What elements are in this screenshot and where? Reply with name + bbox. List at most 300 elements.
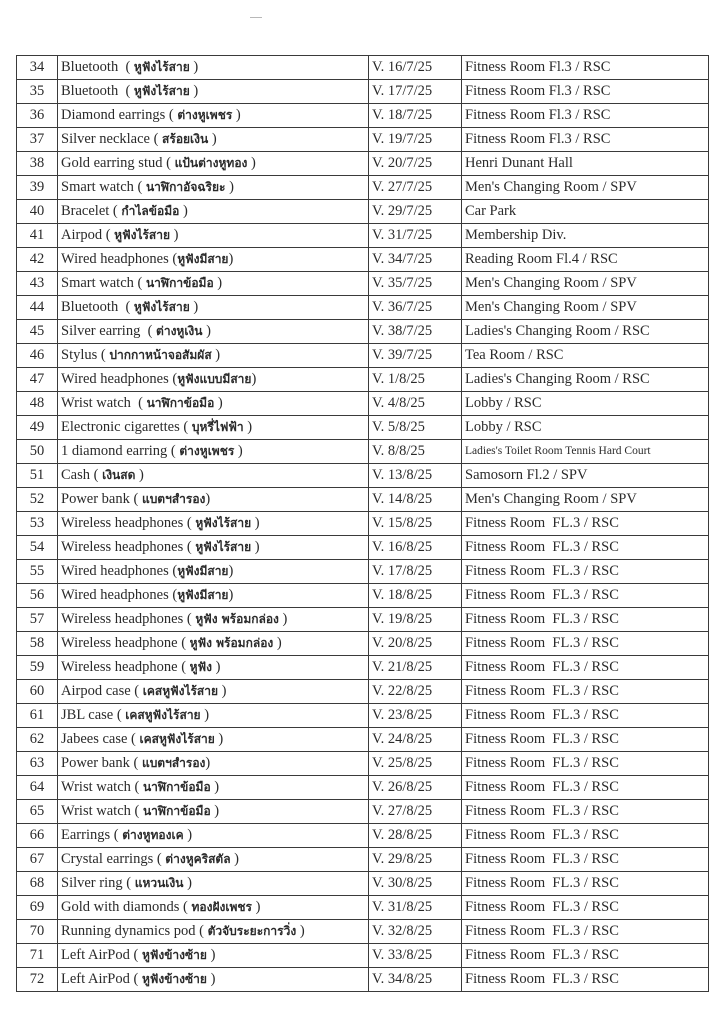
item-code: V. 17/8/25 <box>369 560 462 584</box>
item-name-close-paren: ) <box>183 875 192 891</box>
item-name-close-paren: ) <box>234 443 243 459</box>
item-name-thai: หูฟังข้างซ้าย <box>141 948 207 962</box>
row-number: 49 <box>17 416 58 440</box>
found-location: Men's Changing Room / SPV <box>462 176 709 200</box>
item-name-thai: หูฟังไร้สาย <box>133 60 190 74</box>
item-name-close-paren: ) <box>213 275 223 291</box>
table-row <box>17 824 709 848</box>
row-number: 51 <box>17 464 58 488</box>
item-name-close-paren: ) <box>211 347 221 363</box>
item-description <box>58 56 369 80</box>
found-location: Fitness Room FL.3 / RSC <box>462 560 709 584</box>
item-description <box>58 224 369 248</box>
item-description <box>58 944 369 968</box>
item-name-english: Earrings ( <box>61 827 123 843</box>
item-description <box>58 704 369 728</box>
found-location: Men's Changing Room / SPV <box>462 296 709 320</box>
item-name-english: Silver earring ( <box>61 323 157 339</box>
item-code: V. 14/8/25 <box>369 488 462 512</box>
found-location: Fitness Room FL.3 / RSC <box>462 512 709 536</box>
item-name-thai: ต่างหูเงิน <box>156 324 203 338</box>
item-description <box>58 824 369 848</box>
item-name-english: Bluetooth ( <box>61 59 134 75</box>
row-number: 34 <box>17 56 58 80</box>
row-number: 71 <box>17 944 58 968</box>
item-name-english: Wireless headphones ( <box>61 611 196 627</box>
item-code: V. 38/7/25 <box>369 320 462 344</box>
item-description <box>58 656 369 680</box>
item-name-close-paren: ) <box>278 611 288 627</box>
item-description <box>58 848 369 872</box>
item-code: V. 19/7/25 <box>369 128 462 152</box>
item-name-thai: หูฟังข้างซ้าย <box>141 972 207 986</box>
item-description <box>58 200 369 224</box>
item-name-english: Running dynamics pod ( <box>61 923 208 939</box>
found-location: Fitness Room FL.3 / RSC <box>462 776 709 800</box>
item-name-thai: หูฟัง <box>189 660 212 674</box>
item-description <box>58 392 369 416</box>
item-name-close-paren: ) <box>251 371 257 387</box>
item-code: V. 4/8/25 <box>369 392 462 416</box>
item-name-thai: ต่างหูทองเค <box>122 828 184 842</box>
item-name-close-paren: ) <box>189 83 199 99</box>
item-name-thai: หูฟังมีสาย <box>177 588 229 602</box>
item-description <box>58 368 369 392</box>
item-description <box>58 512 369 536</box>
table-row <box>17 176 709 200</box>
row-number: 52 <box>17 488 58 512</box>
item-name-english: Bluetooth ( <box>61 83 134 99</box>
item-code: V. 28/8/25 <box>369 824 462 848</box>
item-name-english: Silver necklace ( <box>61 131 163 147</box>
item-name-close-paren: ) <box>200 707 210 723</box>
row-number: 47 <box>17 368 58 392</box>
table-row <box>17 392 709 416</box>
item-description <box>58 176 369 200</box>
item-code: V. 18/7/25 <box>369 104 462 128</box>
item-name-thai: เคสหูฟังไร้สาย <box>142 684 219 698</box>
item-description <box>58 536 369 560</box>
item-name-close-paren: ) <box>214 731 224 747</box>
found-location: Ladies's Changing Room / RSC <box>462 368 709 392</box>
item-code: V. 13/8/25 <box>369 464 462 488</box>
scan-artifact <box>250 17 262 18</box>
table-row <box>17 872 709 896</box>
row-number: 41 <box>17 224 58 248</box>
found-location: Fitness Room FL.3 / RSC <box>462 752 709 776</box>
item-code: V. 15/8/25 <box>369 512 462 536</box>
item-name-thai: แหวนเงิน <box>134 876 184 890</box>
item-description <box>58 776 369 800</box>
item-code: V. 31/7/25 <box>369 224 462 248</box>
item-description <box>58 752 369 776</box>
table-row <box>17 896 709 920</box>
table-row <box>17 344 709 368</box>
row-number: 35 <box>17 80 58 104</box>
found-location: Fitness Room Fl.3 / RSC <box>462 104 709 128</box>
item-name-thai: ต่างหูคริสตัล <box>165 852 231 866</box>
item-name-english: Power bank ( <box>61 491 142 507</box>
item-name-thai: แป้นต่างหูทอง <box>174 156 248 170</box>
item-name-close-paren: ) <box>228 563 234 579</box>
table-row <box>17 680 709 704</box>
table-row <box>17 248 709 272</box>
row-number: 48 <box>17 392 58 416</box>
item-name-thai: หูฟัง พร้อมกล่อง <box>195 612 279 626</box>
item-description <box>58 104 369 128</box>
item-name-close-paren: ) <box>206 947 216 963</box>
table-row <box>17 536 709 560</box>
item-name-thai: หูฟังไร้สาย <box>133 84 190 98</box>
item-name-english: Wireless headphones ( <box>61 539 196 555</box>
item-description <box>58 464 369 488</box>
row-number: 44 <box>17 296 58 320</box>
item-code: V. 39/7/25 <box>369 344 462 368</box>
row-number: 70 <box>17 920 58 944</box>
item-name-thai: ปากกาหน้าจอสัมผัส <box>109 348 212 362</box>
item-code: V. 16/7/25 <box>369 56 462 80</box>
item-name-thai: นาฬิกาข้อมือ <box>142 804 211 818</box>
item-name-thai: แบตฯสำรอง <box>141 492 206 506</box>
item-description <box>58 152 369 176</box>
found-location: Membership Div. <box>462 224 709 248</box>
item-code: V. 26/8/25 <box>369 776 462 800</box>
item-name-thai: เงินสด <box>102 468 136 482</box>
item-code: V. 27/7/25 <box>369 176 462 200</box>
item-name-close-paren: ) <box>205 755 211 771</box>
item-name-close-paren: ) <box>232 107 241 123</box>
item-name-english: Bracelet ( <box>61 203 122 219</box>
item-name-close-paren: ) <box>228 587 234 603</box>
table-row <box>17 632 709 656</box>
found-location: Fitness Room FL.3 / RSC <box>462 656 709 680</box>
table-row <box>17 152 709 176</box>
item-name-close-paren: ) <box>218 683 227 699</box>
item-name-close-paren: ) <box>230 851 240 867</box>
item-name-thai: แบตฯสำรอง <box>141 756 206 770</box>
row-number: 54 <box>17 536 58 560</box>
table-row <box>17 584 709 608</box>
found-location: Fitness Room FL.3 / RSC <box>462 944 709 968</box>
item-code: V. 31/8/25 <box>369 896 462 920</box>
table-row <box>17 728 709 752</box>
table-row <box>17 296 709 320</box>
item-name-close-paren: ) <box>273 635 282 651</box>
item-name-english: Electronic cigarettes ( <box>61 419 192 435</box>
item-name-english: Wrist watch ( <box>61 395 147 411</box>
item-name-thai: สร้อยเงิน <box>162 132 209 146</box>
item-name-english: Wired headphones ( <box>61 563 178 579</box>
item-code: V. 1/8/25 <box>369 368 462 392</box>
item-name-thai: กำไลข้อมือ <box>121 204 180 218</box>
item-description <box>58 416 369 440</box>
found-location: Ladies's Changing Room / RSC <box>462 320 709 344</box>
item-code: V. 22/8/25 <box>369 680 462 704</box>
row-number: 45 <box>17 320 58 344</box>
item-name-close-paren: ) <box>183 827 193 843</box>
table-row <box>17 968 709 992</box>
found-location: Fitness Room FL.3 / RSC <box>462 680 709 704</box>
item-description <box>58 560 369 584</box>
found-location: Car Park <box>462 200 709 224</box>
item-name-close-paren: ) <box>251 515 260 531</box>
item-name-english: Bluetooth ( <box>61 299 134 315</box>
found-location: Fitness Room Fl.3 / RSC <box>462 128 709 152</box>
found-location: Fitness Room FL.3 / RSC <box>462 632 709 656</box>
item-name-english: Stylus ( <box>61 347 110 363</box>
row-number: 60 <box>17 680 58 704</box>
table-row <box>17 488 709 512</box>
item-code: V. 23/8/25 <box>369 704 462 728</box>
item-code: V. 25/8/25 <box>369 752 462 776</box>
row-number: 65 <box>17 800 58 824</box>
item-description <box>58 872 369 896</box>
found-location: Fitness Room Fl.3 / RSC <box>462 80 709 104</box>
item-name-close-paren: ) <box>208 131 217 147</box>
table-body <box>17 56 709 992</box>
item-name-thai: หูฟังมีสาย <box>177 252 229 266</box>
found-location: Samosorn Fl.2 / SPV <box>462 464 709 488</box>
item-name-thai: หูฟังแบบมีสาย <box>177 372 252 386</box>
found-location: Fitness Room FL.3 / RSC <box>462 608 709 632</box>
row-number: 67 <box>17 848 58 872</box>
table-row <box>17 272 709 296</box>
item-name-close-paren: ) <box>296 923 305 939</box>
table-row <box>17 80 709 104</box>
item-name-english: Airpod case ( <box>61 683 143 699</box>
table-row <box>17 320 709 344</box>
item-name-thai: หูฟัง พร้อมกล่อง <box>189 636 274 650</box>
table-row <box>17 656 709 680</box>
table-row <box>17 920 709 944</box>
item-name-thai: หูฟังมีสาย <box>177 564 229 578</box>
item-description <box>58 896 369 920</box>
item-name-close-paren: ) <box>247 155 256 171</box>
item-name-thai: นาฬิกาข้อมือ <box>146 396 215 410</box>
item-name-thai: ตัวจับระยะการวิ่ง <box>207 924 297 938</box>
item-name-thai: ทองฝังเพชร <box>191 900 252 914</box>
item-code: V. 35/7/25 <box>369 272 462 296</box>
item-name-close-paren: ) <box>251 539 260 555</box>
item-name-close-paren: ) <box>210 779 220 795</box>
item-name-english: Jabees case ( <box>61 731 140 747</box>
item-name-english: Gold earring stud ( <box>61 155 175 171</box>
item-name-english: Left AirPod ( <box>61 971 142 987</box>
table-row <box>17 224 709 248</box>
item-code: V. 32/8/25 <box>369 920 462 944</box>
item-name-english: Left AirPod ( <box>61 947 142 963</box>
item-name-close-paren: ) <box>214 395 223 411</box>
table-row <box>17 848 709 872</box>
found-location: Fitness Room FL.3 / RSC <box>462 824 709 848</box>
item-name-english: Wrist watch ( <box>61 779 143 795</box>
item-name-thai: หูฟังไร้สาย <box>195 540 252 554</box>
table-row <box>17 800 709 824</box>
table-row <box>17 128 709 152</box>
table-row <box>17 608 709 632</box>
found-location: Men's Changing Room / SPV <box>462 488 709 512</box>
item-description <box>58 128 369 152</box>
item-name-english: Wireless headphone ( <box>61 635 190 651</box>
item-description <box>58 272 369 296</box>
item-name-thai: นาฬิกาข้อมือ <box>145 276 214 290</box>
row-number: 69 <box>17 896 58 920</box>
item-name-english: Airpod ( <box>61 227 115 243</box>
item-name-close-paren: ) <box>179 203 188 219</box>
item-name-english: Wired headphones ( <box>61 371 178 387</box>
item-name-english: Smart watch ( <box>61 179 146 195</box>
found-location: Fitness Room FL.3 / RSC <box>462 872 709 896</box>
row-number: 63 <box>17 752 58 776</box>
row-number: 57 <box>17 608 58 632</box>
item-name-close-paren: ) <box>228 251 234 267</box>
found-location: Lobby / RSC <box>462 416 709 440</box>
found-location: Fitness Room FL.3 / RSC <box>462 800 709 824</box>
item-code: V. 34/8/25 <box>369 968 462 992</box>
item-code: V. 36/7/25 <box>369 296 462 320</box>
item-code: V. 8/8/25 <box>369 440 462 464</box>
row-number: 61 <box>17 704 58 728</box>
found-location: Fitness Room FL.3 / RSC <box>462 920 709 944</box>
item-description <box>58 80 369 104</box>
table-row <box>17 416 709 440</box>
item-name-english: Diamond earrings ( <box>61 107 178 123</box>
item-description <box>58 920 369 944</box>
row-number: 36 <box>17 104 58 128</box>
item-name-english: Silver ring ( <box>61 875 135 891</box>
item-code: V. 20/8/25 <box>369 632 462 656</box>
item-name-close-paren: ) <box>251 899 261 915</box>
item-description <box>58 440 369 464</box>
row-number: 43 <box>17 272 58 296</box>
item-code: V. 24/8/25 <box>369 728 462 752</box>
item-code: V. 33/8/25 <box>369 944 462 968</box>
item-name-thai: หูฟังไร้สาย <box>195 516 252 530</box>
found-location: Fitness Room FL.3 / RSC <box>462 584 709 608</box>
table-row <box>17 944 709 968</box>
row-number: 62 <box>17 728 58 752</box>
item-code: V. 18/8/25 <box>369 584 462 608</box>
item-code: V. 20/7/25 <box>369 152 462 176</box>
item-code: V. 30/8/25 <box>369 872 462 896</box>
table-row <box>17 200 709 224</box>
table-row <box>17 704 709 728</box>
item-code: V. 27/8/25 <box>369 800 462 824</box>
item-name-english: Crystal earrings ( <box>61 851 166 867</box>
item-name-english: Wrist watch ( <box>61 803 143 819</box>
item-name-english: Smart watch ( <box>61 275 146 291</box>
found-location: Fitness Room FL.3 / RSC <box>462 896 709 920</box>
item-description <box>58 800 369 824</box>
item-name-english: Cash ( <box>61 467 103 483</box>
item-description <box>58 488 369 512</box>
item-name-close-paren: ) <box>189 59 199 75</box>
found-location: Ladies's Toilet Room Tennis Hard Court <box>462 440 709 464</box>
item-name-english: Wireless headphone ( <box>61 659 190 675</box>
row-number: 37 <box>17 128 58 152</box>
found-location: Lobby / RSC <box>462 392 709 416</box>
found-location: Henri Dunant Hall <box>462 152 709 176</box>
item-description <box>58 680 369 704</box>
item-name-close-paren: ) <box>210 803 220 819</box>
table-row <box>17 464 709 488</box>
row-number: 72 <box>17 968 58 992</box>
found-location: Fitness Room FL.3 / RSC <box>462 968 709 992</box>
table-row <box>17 368 709 392</box>
table-row <box>17 56 709 80</box>
item-code: V. 5/8/25 <box>369 416 462 440</box>
row-number: 53 <box>17 512 58 536</box>
item-code: V. 21/8/25 <box>369 656 462 680</box>
row-number: 42 <box>17 248 58 272</box>
item-name-close-paren: ) <box>225 179 234 195</box>
table-row <box>17 752 709 776</box>
item-code: V. 16/8/25 <box>369 536 462 560</box>
item-name-close-paren: ) <box>243 419 253 435</box>
item-name-english: Gold with diamonds ( <box>61 899 192 915</box>
row-number: 46 <box>17 344 58 368</box>
item-description <box>58 344 369 368</box>
item-code: V. 19/8/25 <box>369 608 462 632</box>
item-name-thai: นาฬิกาอัจฉริยะ <box>145 180 226 194</box>
item-description <box>58 296 369 320</box>
item-code: V. 34/7/25 <box>369 248 462 272</box>
row-number: 66 <box>17 824 58 848</box>
item-code: V. 29/8/25 <box>369 848 462 872</box>
item-description <box>58 608 369 632</box>
row-number: 38 <box>17 152 58 176</box>
found-location: Men's Changing Room / SPV <box>462 272 709 296</box>
item-name-english: Wired headphones ( <box>61 251 178 267</box>
row-number: 56 <box>17 584 58 608</box>
item-name-thai: หูฟังไร้สาย <box>114 228 171 242</box>
item-name-english: JBL case ( <box>61 707 126 723</box>
item-name-close-paren: ) <box>189 299 199 315</box>
found-location: Fitness Room Fl.3 / RSC <box>462 56 709 80</box>
row-number: 55 <box>17 560 58 584</box>
row-number: 59 <box>17 656 58 680</box>
item-name-close-paren: ) <box>211 659 221 675</box>
row-number: 68 <box>17 872 58 896</box>
row-number: 64 <box>17 776 58 800</box>
item-description <box>58 320 369 344</box>
item-name-close-paren: ) <box>202 323 211 339</box>
item-description <box>58 968 369 992</box>
item-name-close-paren: ) <box>205 491 211 507</box>
found-location: Tea Room / RSC <box>462 344 709 368</box>
table-row <box>17 440 709 464</box>
item-code: V. 17/7/25 <box>369 80 462 104</box>
item-name-thai: ต่างหูเพชร <box>179 444 235 458</box>
table-row <box>17 560 709 584</box>
table-row <box>17 776 709 800</box>
row-number: 50 <box>17 440 58 464</box>
item-name-english: Wired headphones ( <box>61 587 178 603</box>
item-name-english: Wireless headphones ( <box>61 515 196 531</box>
found-location: Fitness Room FL.3 / RSC <box>462 848 709 872</box>
item-name-close-paren: ) <box>206 971 216 987</box>
item-description <box>58 632 369 656</box>
item-name-english: Power bank ( <box>61 755 142 771</box>
row-number: 40 <box>17 200 58 224</box>
item-name-english: 1 diamond earring ( <box>61 443 180 459</box>
item-code: V. 29/7/25 <box>369 200 462 224</box>
item-name-thai: บุหรี่ไฟฟ้า <box>191 420 244 434</box>
item-name-close-paren: ) <box>170 227 179 243</box>
item-name-thai: ต่างหูเพชร <box>177 108 233 122</box>
item-name-thai: หูฟังไร้สาย <box>133 300 190 314</box>
item-name-thai: เคสหูฟังไร้สาย <box>139 732 215 746</box>
